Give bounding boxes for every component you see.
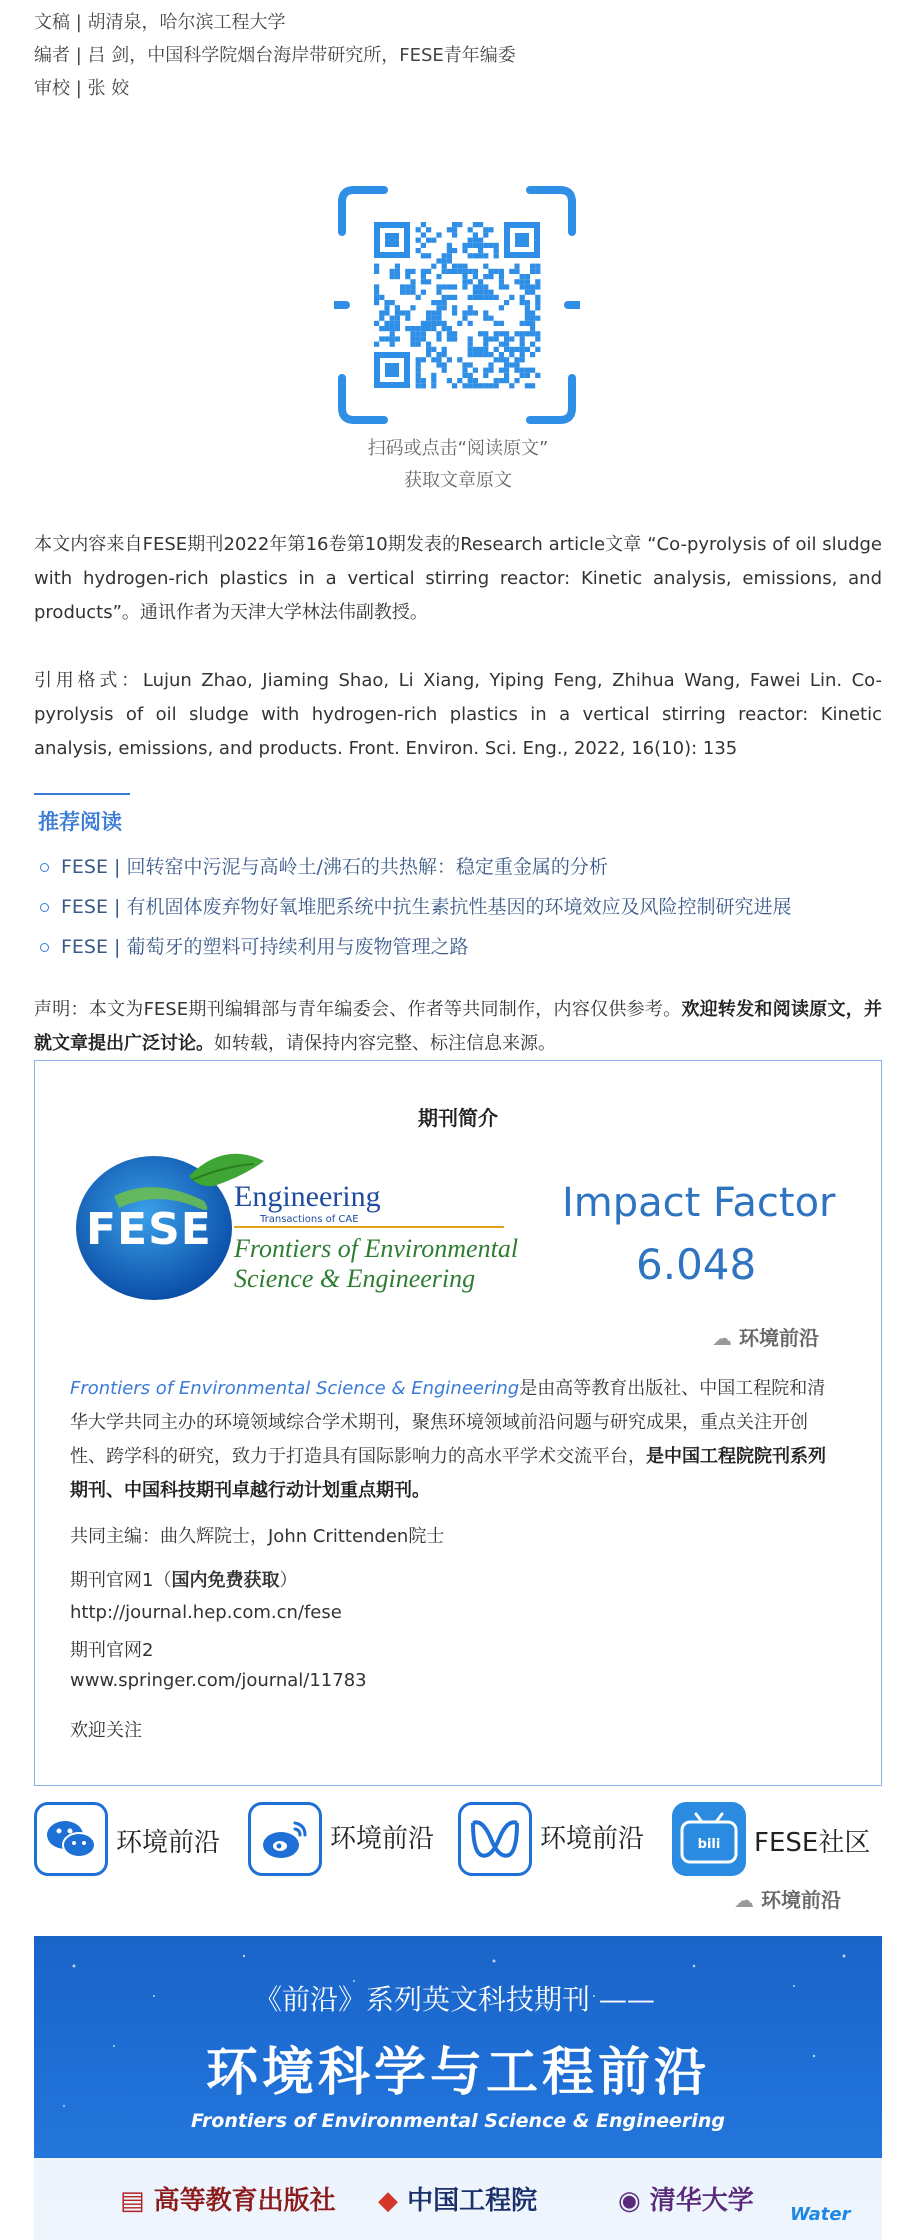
social-label-bilibili: FESE社区 [754, 1828, 871, 1858]
qr-caption-2: 获取文章原文 [404, 470, 512, 491]
bullet-icon [40, 943, 49, 952]
logo-trans: Transactions of CAE [260, 1214, 359, 1225]
wechat-watermark-icon: ☁ [734, 1888, 754, 1912]
banner-title-cn: 环境科学与工程前沿 [205, 2043, 710, 2103]
journal-intro-text: Frontiers of Environmental Science & Engineering是由高等教育出版社、中国工程院和清华大学共同主办的环境领域综合学术期刊，聚焦环境领域前沿问题与研究成果，重点关注开创性、跨学科的研究，致力于打造具有国际影响力的高水平学术交流平台，是中国工程院院刊系列期刊、中国科技期刊卓越行动计划重点期刊。 [70, 1378, 826, 1501]
site1-label: 期刊官网1（国内免费获取） [70, 1570, 298, 1591]
social-label-channels: 环境前沿 [540, 1824, 645, 1854]
tsinghua-seal-icon: ◉ [618, 2186, 641, 2216]
wechat-watermark-icon: ☁ [712, 1326, 732, 1350]
qr-frame-icon [334, 182, 580, 428]
publisher-tsinghua: ◉ 清华大学 [618, 2186, 754, 2216]
channels-icon [461, 1805, 529, 1873]
publisher-cae: ◆ 中国工程院 [378, 2186, 538, 2216]
fese-logo-text: FESE [86, 1204, 212, 1255]
banner-title-en: Frontiers of Environmental Science & Engineering [191, 2110, 725, 2132]
journal-banner [34, 1936, 882, 2240]
journal-box-title: 期刊简介 [418, 1106, 498, 1130]
recommended-link-1[interactable]: FESE | 回转窑中污泥与高岭土/沸石的共热解：稳定重金属的分析 [40, 852, 608, 879]
impact-factor-value: 6.048 [636, 1240, 757, 1289]
social-channels[interactable] [458, 1802, 532, 1876]
site1-url[interactable]: http://journal.hep.com.cn/fese [70, 1602, 342, 1623]
article-citation: 引用格式：Lujun Zhao, Jiaming Shao, Li Xiang, Yiping Feng, Zhihua Wang, Fawei Lin. Co-pyrolysis of oil sludge with hydrogen-rich plastics in a vertical stirring reactor: Kinetic analysis, emissions, and products. Front. Environ. Sci. Eng., 2022, 16(10): 135 [34, 670, 882, 759]
wechat-icon [37, 1805, 105, 1873]
svg-text:bili: bili [697, 1837, 721, 1852]
qr-caption-1: 扫码或点击“阅读原文” [367, 438, 549, 459]
social-bilibili[interactable] [672, 1802, 746, 1876]
cae-logo-icon: ◆ [378, 2186, 398, 2216]
statement: 声明：本文为FESE期刊编辑部与青年编委会、作者等共同制作，内容仅供参考。欢迎转发和阅读原文，并就文章提出广泛讨论。如转载，请保持内容完整、标注信息来源。 [34, 999, 882, 1054]
fese-logo [74, 1146, 519, 1306]
qr-code[interactable] [334, 182, 580, 428]
logo-rule [234, 1226, 504, 1228]
credit-editor: 编者 | 吕 剑，中国科学院烟台海岸带研究所，FESE青年编委 [34, 45, 516, 66]
chief-editors: 共同主编：曲久辉院士，John Crittenden院士 [70, 1526, 445, 1547]
publisher-hep: ▤ 高等教育出版社 [120, 2186, 336, 2216]
social-wechat[interactable] [34, 1802, 108, 1876]
logo-name-2: Science & Engineering [234, 1264, 476, 1293]
recommended-title: 推荐阅读 [38, 810, 122, 834]
watermark-1: ☁ 环境前沿 [712, 1326, 819, 1350]
corner-watermark: Water [790, 2204, 851, 2225]
impact-factor-label: Impact Factor [562, 1180, 836, 1226]
recommended-link-2[interactable]: FESE | 有机固体废弃物好氧堆肥系统中抗生素抗性基因的环境效应及风险控制研究进展 [40, 892, 791, 919]
logo-engineering: Engineering [234, 1180, 381, 1213]
credit-writer: 文稿 | 胡清泉，哈尔滨工程大学 [34, 12, 286, 33]
bullet-icon [40, 863, 49, 872]
site2-label: 期刊官网2 [70, 1640, 154, 1661]
site2-url[interactable]: www.springer.com/journal/11783 [70, 1670, 367, 1691]
social-label-weibo: 环境前沿 [330, 1824, 435, 1854]
article-source: 本文内容来自FESE期刊2022年第16卷第10期发表的Research article文章 “Co-pyrolysis of oil sludge with hydrogen-rich plastics in a vertical stirring reactor: Kinetic analysis, emissions, and products”。通讯作者为天津大学林法伟副教授。 [34, 534, 882, 623]
credit-reviewer: 审校 | 张 姣 [34, 78, 130, 99]
bilibili-icon [672, 1802, 746, 1876]
social-label-wechat: 环境前沿 [116, 1828, 221, 1858]
recommended-divider [34, 793, 130, 795]
welcome-text: 欢迎关注 [70, 1720, 142, 1741]
recommended-link-3[interactable]: FESE | 葡萄牙的塑料可持续利用与废物管理之路 [40, 932, 468, 959]
bullet-icon [40, 903, 49, 912]
hep-logo-icon: ▤ [120, 2186, 145, 2216]
banner-series: 《前沿》系列英文科技期刊 —— [254, 1983, 655, 2016]
logo-name-1: Frontiers of Environmental [234, 1234, 519, 1263]
watermark-2: ☁ 环境前沿 [734, 1888, 841, 1912]
social-weibo[interactable] [248, 1802, 322, 1876]
weibo-icon [251, 1805, 319, 1873]
